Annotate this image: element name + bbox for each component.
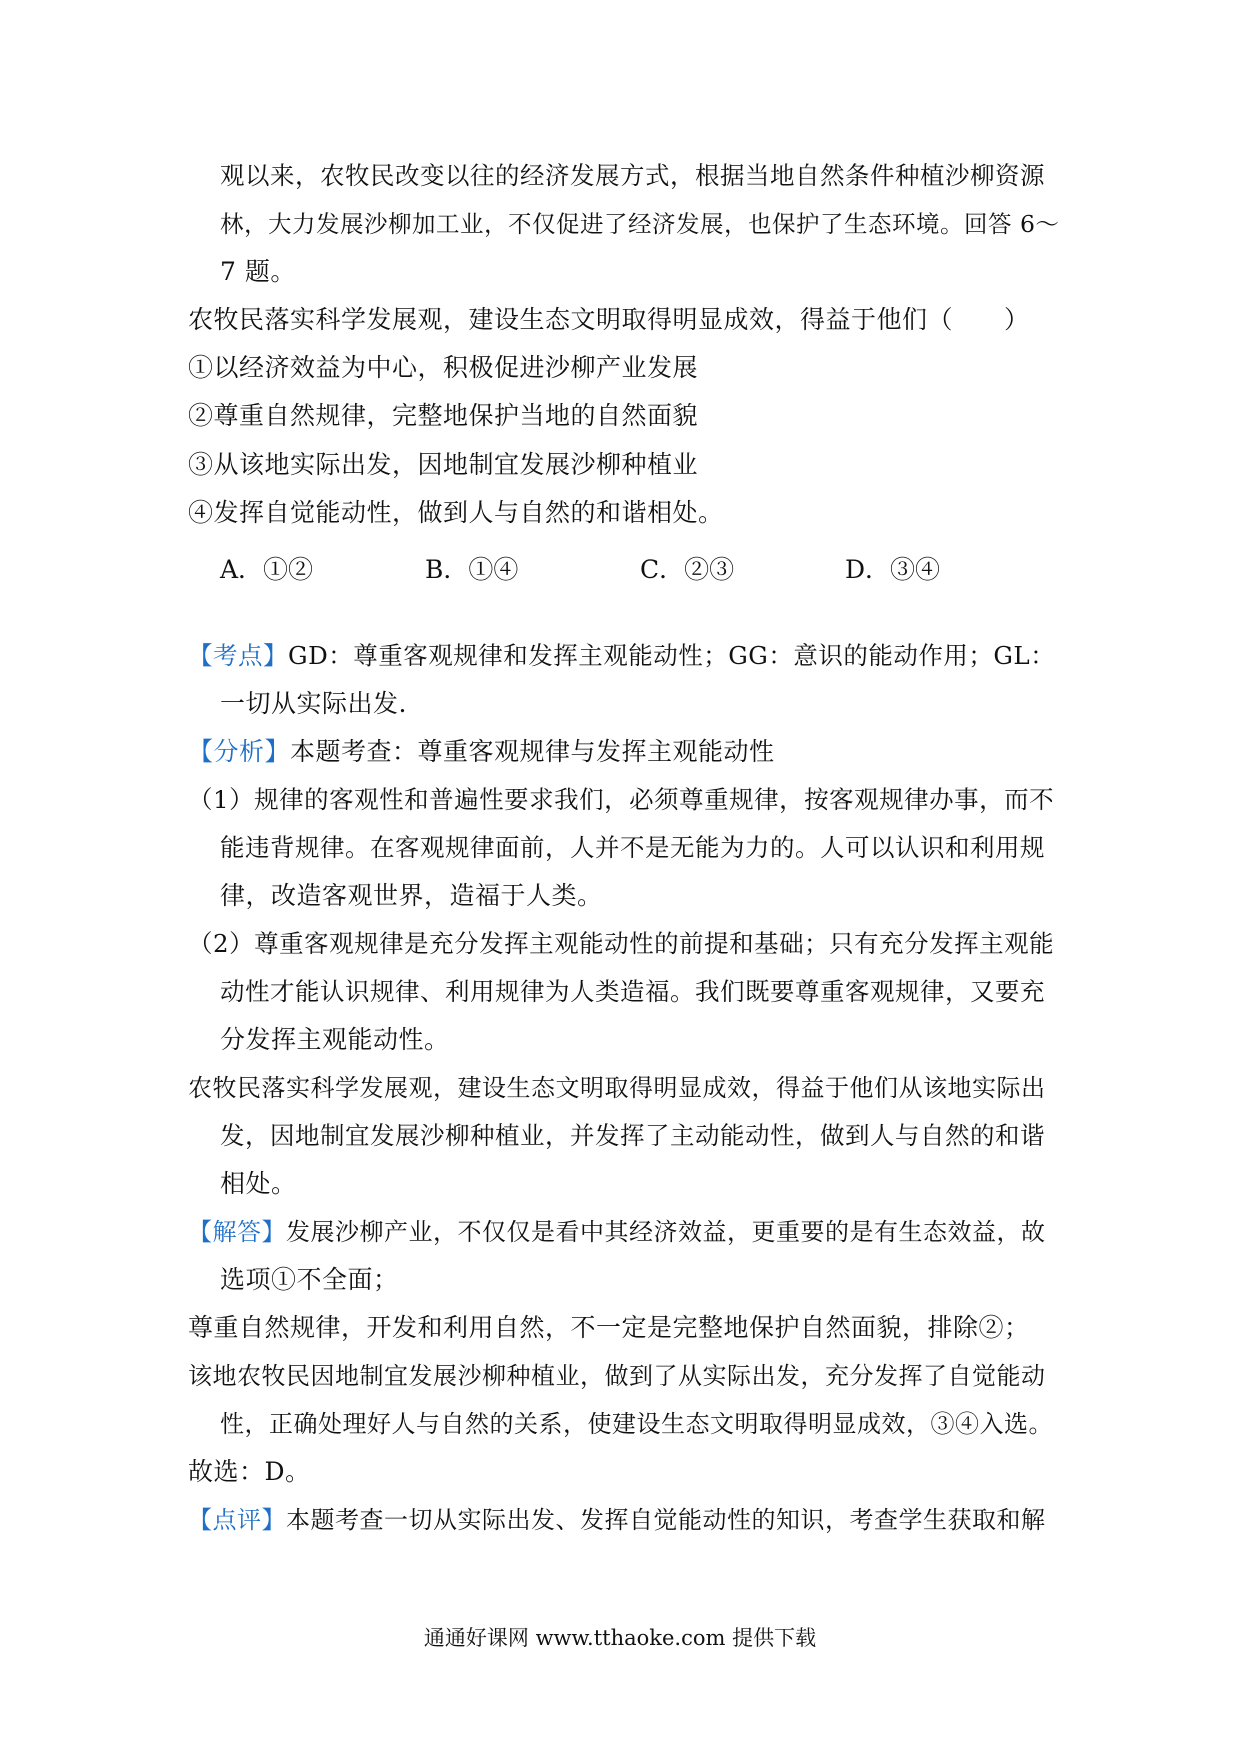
question-stem: 农牧民落实科学发展观，建设生态文明取得明显成效，得益于他们（ ） xyxy=(188,305,1030,334)
jieda-line-6: 故选：D。 xyxy=(188,1457,311,1486)
fenxi-p2-line-3: 分发挥主观能动性。 xyxy=(220,1025,450,1054)
statement-3: ③从该地实际出发，因地制宜发展沙柳种植业 xyxy=(188,450,699,479)
jieda-line-5: 性，正确处理好人与自然的关系，使建设生态文明取得明显成效，③④入选。 xyxy=(220,1410,1053,1438)
fenxi-tag: 【分析】 xyxy=(188,737,291,766)
jieda-line-3: 尊重自然规律，开发和利用自然，不一定是完整地保护自然面貌，排除②； xyxy=(188,1313,1030,1342)
intro-line-3: 7 题。 xyxy=(220,257,296,286)
kaodian-line-2: 一切从实际出发. xyxy=(220,689,407,718)
kaodian-text: GD：尊重客观规律和发挥主观能动性；GG：意识的能动作用；GL： xyxy=(288,641,1056,670)
fenxi-text: 本题考查：尊重客观规律与发挥主观能动性 xyxy=(290,737,775,766)
fenxi-p1-line-3: 律，改造客观世界，造福于人类。 xyxy=(220,881,603,910)
statement-1: ①以经济效益为中心，积极促进沙柳产业发展 xyxy=(188,353,699,382)
dianping-line-1 xyxy=(188,1504,1046,1536)
intro-line-1: 观以来，农牧民改变以往的经济发展方式，根据当地自然条件种植沙柳资源 xyxy=(220,161,1045,190)
fenxi-line-1 xyxy=(188,736,775,768)
page-footer: 通通好课网 www.tthaoke.com 提供下载 xyxy=(423,1626,817,1650)
fenxi-p1-line-1: （1）规律的客观性和普遍性要求我们，必须尊重规律，按客观规律办事，而不 xyxy=(188,785,1055,814)
dianping-tag: 【点评】 xyxy=(188,1506,286,1534)
answer-options xyxy=(220,554,1000,588)
jieda-line-4: 该地农牧民因地制宜发展沙柳种植业，做到了从实际出发，充分发挥了自觉能动 xyxy=(188,1362,1046,1390)
fenxi-p2-line-2: 动性才能认识规律、利用规律为人类造福。我们既要尊重客观规律，又要充 xyxy=(220,977,1045,1006)
kaodian-tag: 【考点】 xyxy=(188,641,288,670)
fenxi-p3-line-1: 农牧民落实科学发展观，建设生态文明取得明显成效，得益于他们从该地实际出 xyxy=(188,1074,1046,1102)
statement-4: ④发挥自觉能动性，做到人与自然的和谐相处。 xyxy=(188,498,724,527)
fenxi-p1-line-2: 能违背规律。在客观规律面前，人并不是无能为力的。人可以认识和利用规 xyxy=(220,833,1045,862)
option-b: B．①④ xyxy=(425,555,519,584)
fenxi-p3-line-2: 发，因地制宜发展沙柳种植业，并发挥了主动能动性，做到人与自然的和谐 xyxy=(220,1121,1045,1150)
fenxi-p2-line-1: （2）尊重客观规律是充分发挥主观能动性的前提和基础；只有充分发挥主观能 xyxy=(188,929,1055,958)
option-d: D．③④ xyxy=(845,555,941,584)
fenxi-p3-line-3: 相处。 xyxy=(220,1169,297,1198)
kaodian-line-1 xyxy=(188,640,1055,672)
jieda-text: 发展沙柳产业，不仅仅是看中其经济效益，更重要的是有生态效益，故 xyxy=(286,1218,1046,1246)
option-c: C．②③ xyxy=(640,555,735,584)
jieda-tag: 【解答】 xyxy=(188,1218,286,1246)
dianping-text: 本题考查一切从实际出发、发挥自觉能动性的知识，考查学生获取和解 xyxy=(286,1506,1046,1534)
option-a: A．①② xyxy=(220,555,314,584)
jieda-line-2: 选项①不全面； xyxy=(220,1265,399,1294)
intro-line-2: 林，大力发展沙柳加工业，不仅促进了经济发展，也保护了生态环境。回答 6～ xyxy=(220,210,1060,238)
jieda-line-1 xyxy=(188,1216,1046,1248)
statement-2: ②尊重自然规律，完整地保护当地的自然面貌 xyxy=(188,401,699,430)
